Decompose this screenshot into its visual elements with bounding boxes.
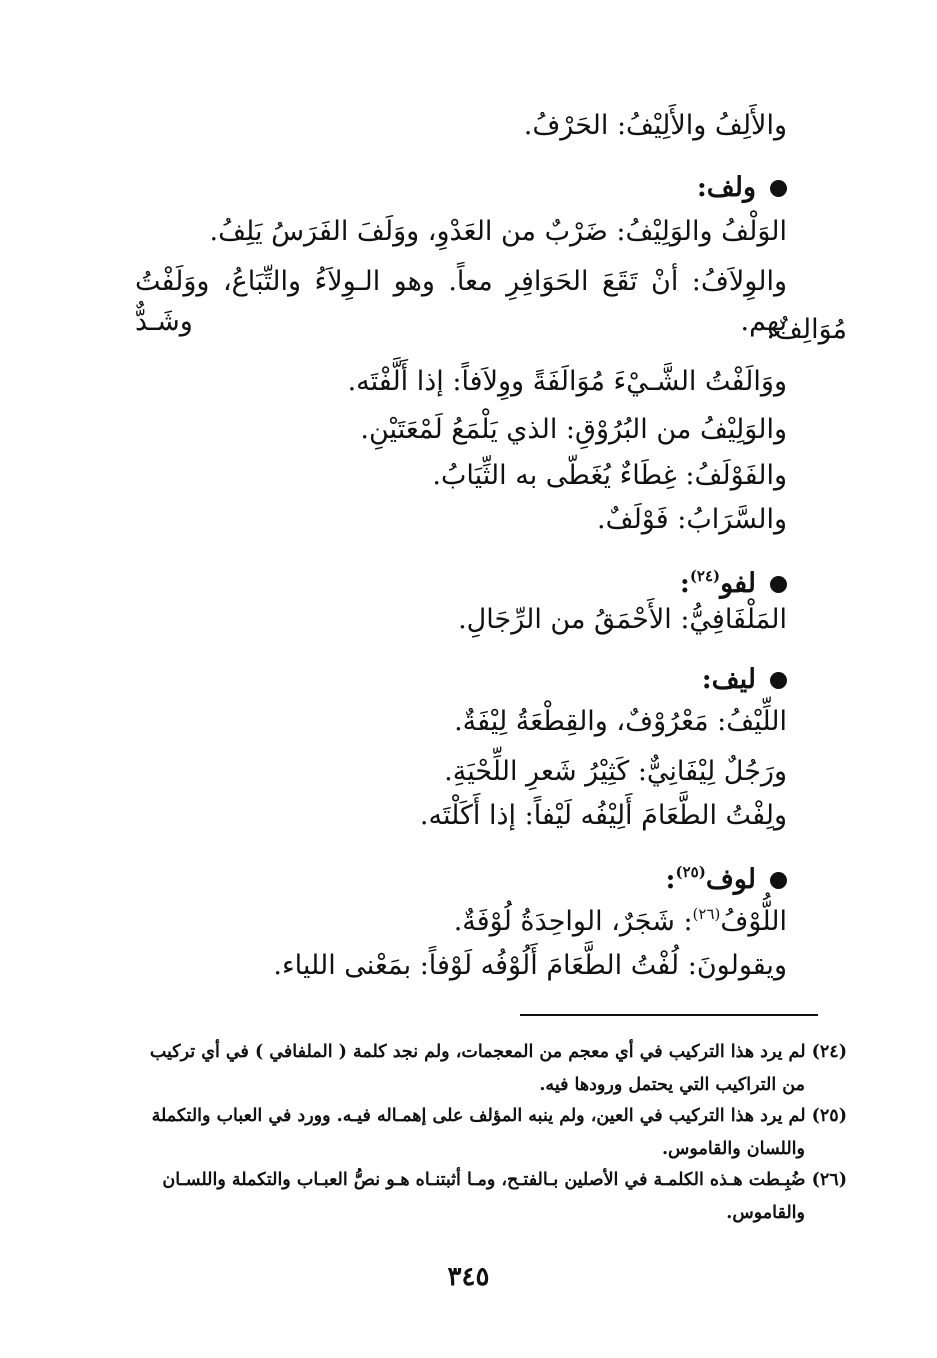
footnote-ref: (٢٤) bbox=[689, 567, 721, 585]
headword: اللُّوْفُ bbox=[720, 906, 787, 937]
footnote-text: ضُبِـطت هـذه الكلمـة في الأصلين بـالفتـح، ومـا أثبتنـاه هـو نصُّ العبـاب والتكملة واللسـان bbox=[162, 1170, 806, 1190]
footnote-continuation: واللسان والقاموس. bbox=[661, 1139, 805, 1159]
text-line: ورَجُلٌ لِيْفَانِيٌّ: كَثِيْرُ شَعرِ اللِّحْيَةِ. bbox=[444, 756, 787, 787]
entry-heading-lafw bbox=[120, 556, 787, 604]
text-line: والوَلِيْفُ من البُرُوْقِ: الذي يَلْمَعُ لَمْعَتَيْنِ. bbox=[360, 414, 787, 445]
text-line: والسَّرَابُ: فَوْلَفٌ. bbox=[597, 504, 787, 535]
heading-colon: : bbox=[665, 864, 676, 895]
bullet-icon bbox=[770, 180, 787, 197]
heading-colon: : bbox=[679, 568, 690, 599]
text-line: والفَوْلَفُ: غِطَاءٌ يُغَطّى به الثِّيَابُ. bbox=[432, 460, 787, 491]
footnote-text: لم يرد هذا التركيب في العين، ولم ينبه المؤلف على إهمـاله فيـه. وورد في العباب والتكملة bbox=[151, 1106, 806, 1126]
entry-heading-lif bbox=[120, 660, 787, 700]
heading-label: لوف bbox=[705, 864, 756, 895]
footnote bbox=[124, 1164, 847, 1230]
text-line: ويقولونَ: لُفْتُ الطَّعَامَ أَلُوْفُه لَوْفاً: بمَعْنى اللياء. bbox=[273, 950, 787, 981]
text-line: والوِلاَفُ: أنْ تَقَعَ الحَوَافِرِ معاً. وهو الـوِلاَءُ والتِّبَاعُ، ووَلَفْتُ بهم. وشَـدٌّ bbox=[135, 266, 787, 337]
footnote-continuation: من التراكيب التي يحتمل ورودها فيه. bbox=[539, 1075, 805, 1095]
footnote-number: (٢٦) bbox=[811, 1170, 847, 1190]
text-line bbox=[120, 894, 787, 942]
entry-heading-walaf bbox=[120, 168, 787, 208]
definition: : شَجَرٌ، الواحِدَةُ لُوْفَةٌ. bbox=[453, 906, 693, 937]
heading-label: ولف: bbox=[696, 172, 756, 203]
footnote bbox=[124, 1036, 847, 1102]
text-line: اللِّيْفُ: مَعْرُوْفٌ، والقِطْعَةُ لِيْفَةٌ. bbox=[454, 706, 787, 737]
text-line: والأَلِفُ والأَلِيْفُ: الحَرْفُ. bbox=[523, 110, 787, 141]
footnote bbox=[124, 1100, 847, 1166]
footnote-separator bbox=[520, 1014, 818, 1016]
text-line: مُوَالِفٌ. bbox=[766, 314, 847, 345]
text-line: المَلْفَافِيُّ: الأَحْمَقُ من الرِّجَالِ. bbox=[458, 604, 787, 635]
text-line: ولِفْتُ الطَّعَامَ أَلِيْفُه لَيْفاً: إذا أَكَلْتَه. bbox=[419, 800, 787, 831]
footnote-ref: (٢٥) bbox=[675, 863, 706, 881]
footnote-continuation: والقاموس. bbox=[726, 1203, 805, 1223]
footnote-ref: (٢٦) bbox=[692, 905, 721, 923]
bullet-icon bbox=[770, 672, 787, 689]
page-number: ٣٤٥ bbox=[447, 1262, 490, 1292]
footnote-number: (٢٤) bbox=[811, 1042, 847, 1062]
bullet-icon bbox=[770, 576, 787, 593]
heading-label: ليف: bbox=[701, 664, 756, 695]
text-line: الوَلْفُ والوَلِيْفُ: ضَرْبٌ من العَدْوِ، ووَلَفَ الفَرَسُ يَلِفُ. bbox=[209, 216, 787, 247]
footnote-number: (٢٥) bbox=[811, 1106, 847, 1126]
heading-label: لفو bbox=[720, 568, 756, 599]
footnote-text: لم يرد هذا التركيب في أي معجم من المعجمات، ولم نجد كلمة ( الملفافي ) في أي تركيب bbox=[149, 1042, 806, 1062]
text-line: ووَالَفْتُ الشَّـيْءَ مُوَالَفَةً ووِلاَفاً: إذا أَلَّفْتَه. bbox=[347, 366, 787, 397]
bullet-icon bbox=[770, 872, 787, 889]
entry-heading-lawf bbox=[120, 852, 787, 900]
